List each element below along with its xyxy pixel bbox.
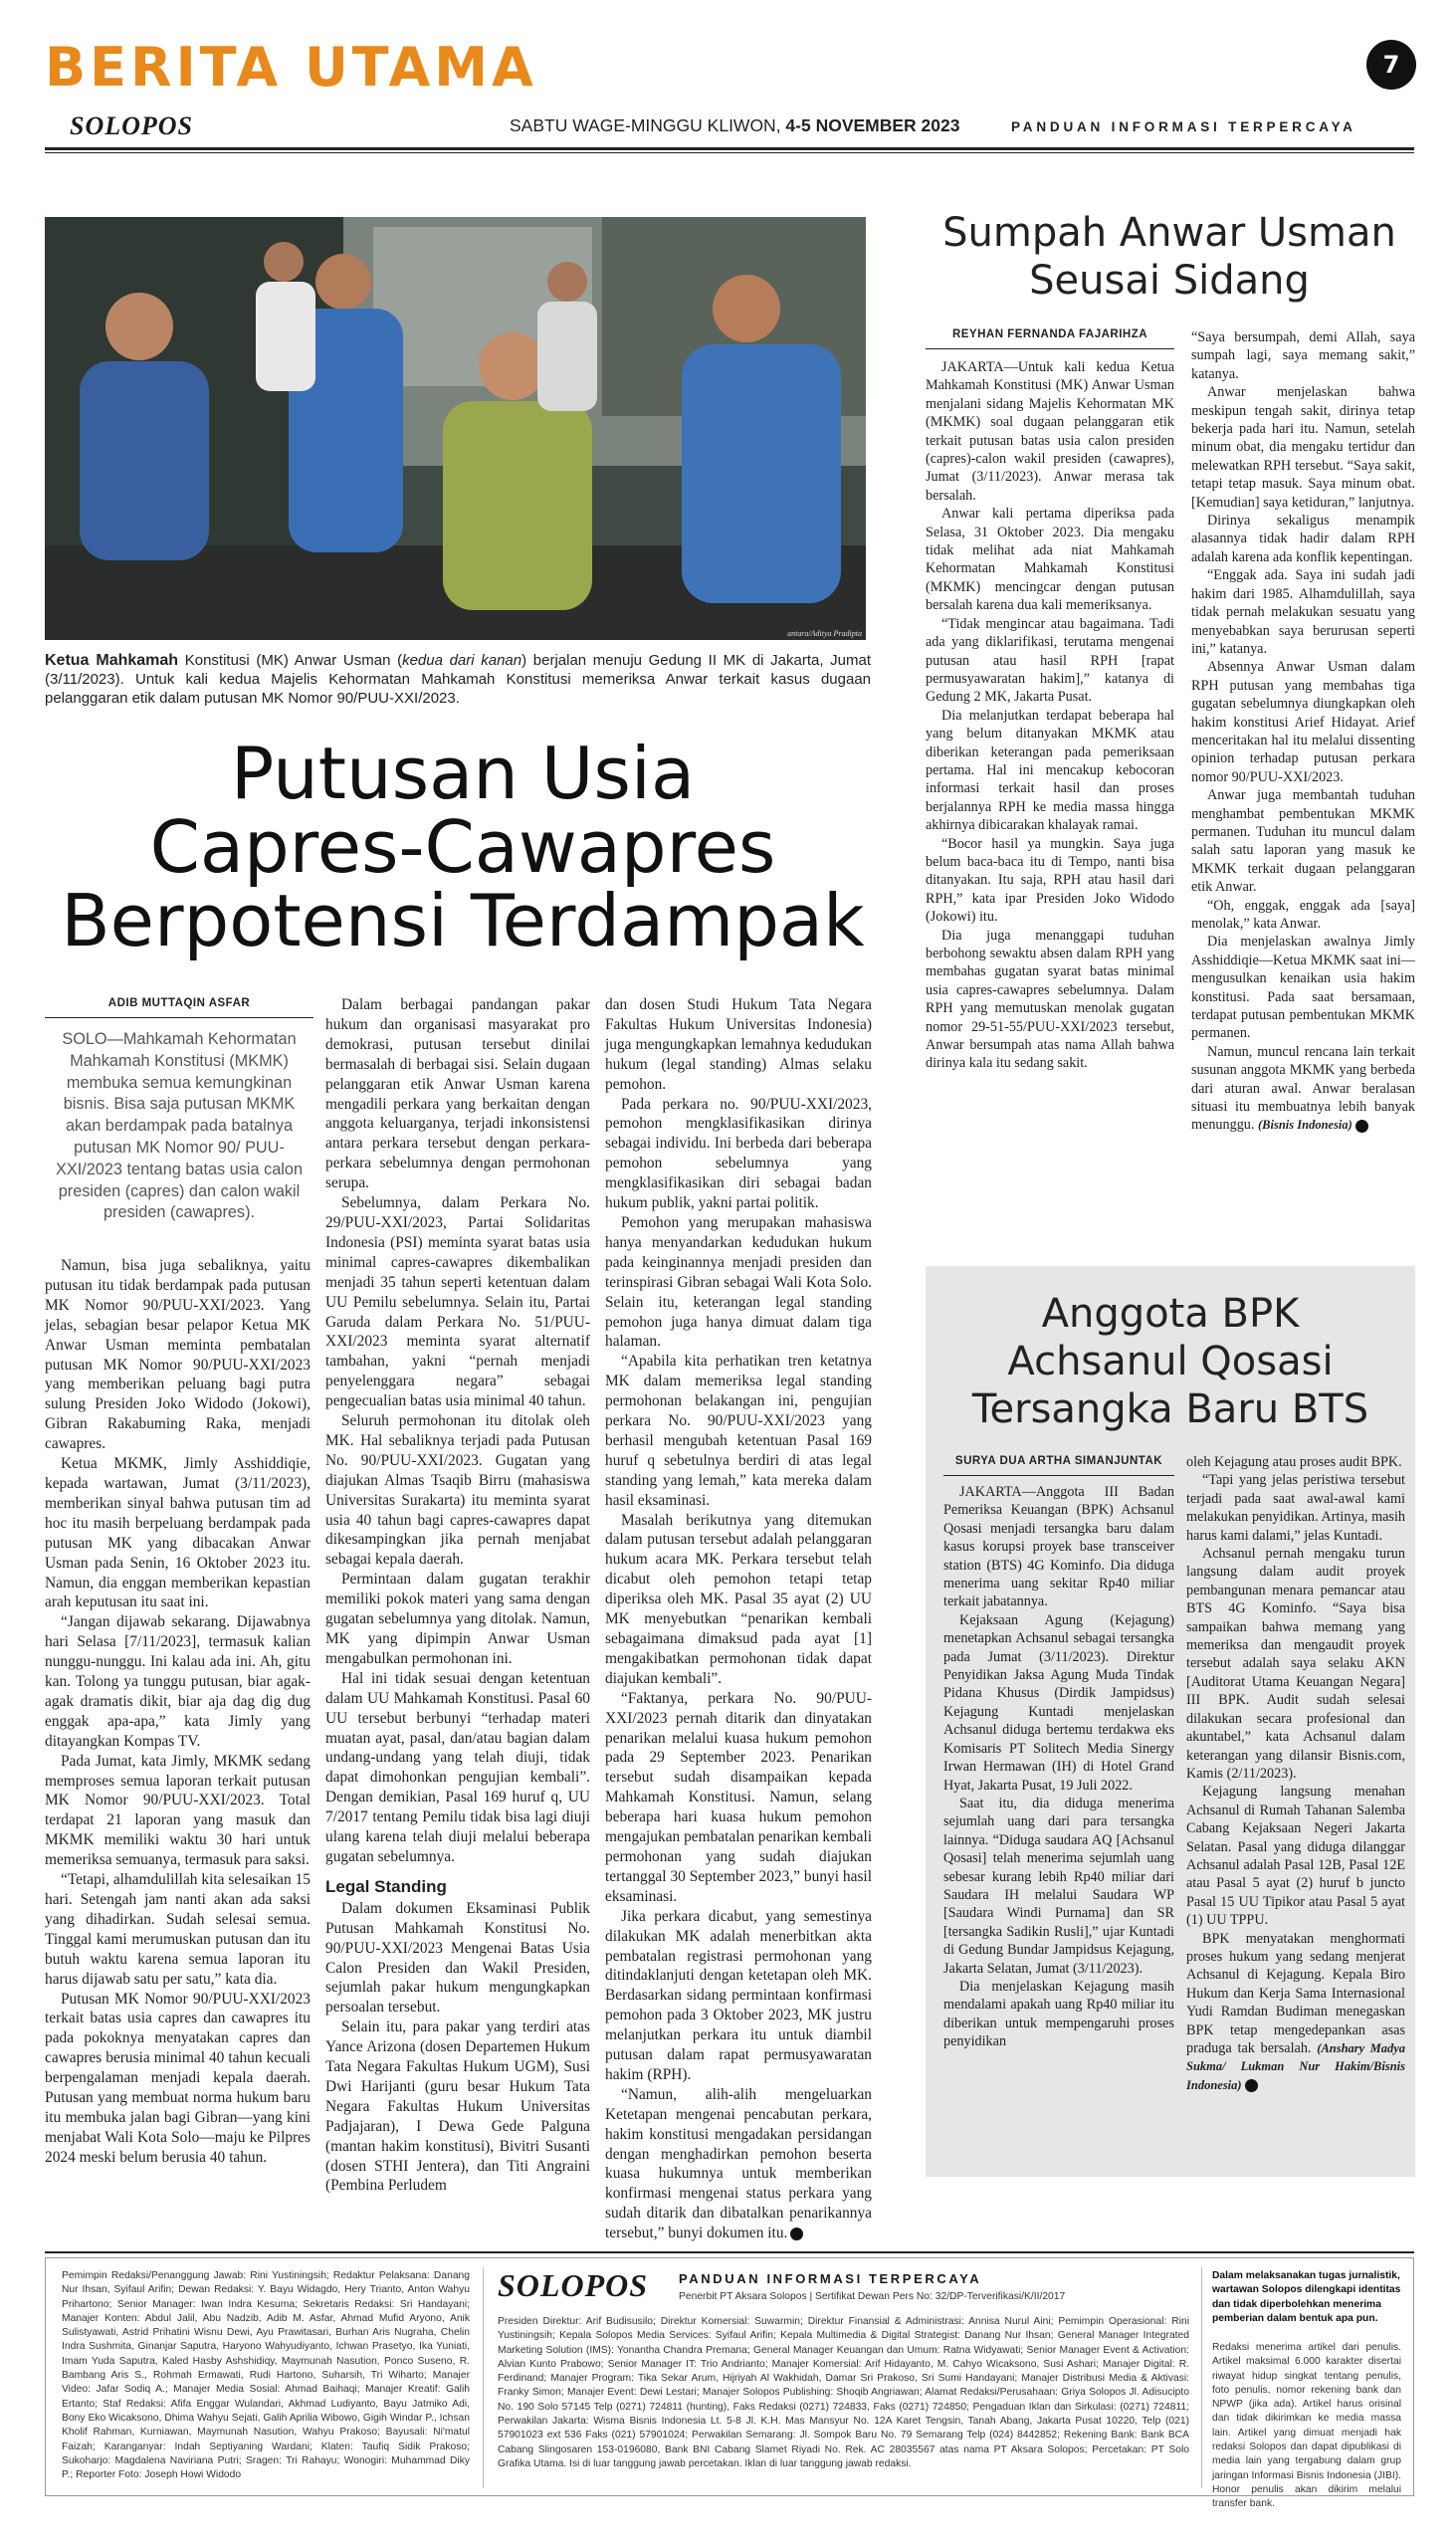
footer-divider-1: [483, 2267, 484, 2488]
side1-headline-line-2: Seusai Sidang: [1029, 258, 1310, 304]
paragraph: Dia melanjutkan terdapat beberapa hal yang belum ditanyakan MKMK atau diberikan keterangan pada pemeriksaan pertama. Hal ini mencakup kebocoran informasi terkait hasil dan proses berjalannya RPH ke media massa hingga akhirnya dibicarakan khalayak ramai.: [926, 707, 1174, 834]
paragraph: “Saya bersumpah, demi Allah, saya sumpah lagi, saya memang sakit,” katanya.: [1191, 329, 1415, 382]
paragraph: Anwar menjelaskan bahwa meskipun tengah sakit, dirinya tetap bekerja pada hari itu. Namun, setelah minum obat, dia mengaku tertidur dan melewatkan RPH tersebut. “Saya sakit, tetapi tetap masuk. Saya minum obat. [Kemudian] saya ketiduran,” lanjutnya.: [1191, 384, 1415, 511]
side2-col-1: [943, 1483, 1174, 2051]
paragraph: “Apabila kita perhatikan tren ketatnya MK dalam memeriksa legal standing permohonan belakangan ini, pengujian perkara No. 90/PUU-XXI/2023 yang berhasil mengubah ketentuan Pasal 169 huruf q sebetulnya berdiri di atas legal standing yang lemah,” kata mereka dalam hasil eksaminasi.: [605, 1353, 872, 1509]
paragraph: Pada perkara no. 90/PUU-XXI/2023, pemohon mengklasifikasikan dirinya sebagai individu. Ini berbeda dari beberapa pemohon sebelumnya yang mengklasifikasikan diri sebagai badan hukum publik, yakni partai politik.: [605, 1095, 872, 1212]
side2-byline-rule: [943, 1475, 1174, 1476]
paragraph: “Bocor hasil ya mungkin. Saya juga belum baca-baca itu di Tempo, nanti bisa ditanyakan. Itu saja, RPH atau hasil dari RPH,” kata ipar Presiden Joko Widodo (Jokowi) itu.: [926, 835, 1174, 926]
footer-credits-left: Pemimpin Redaksi/Penanggung Jawab: Rini Yustiningsih; Redaktur Pelaksana: Danang Nur Ihsan, Syifaul Arifin; Dewan Redaksi: Y. Bayu Widagdo, Hery Trianto, Anton Wahyu Prihartono; Senior Manager: Iwan Indra Kesuma; Sekretaris Redaksi: Sri Handayani; Manajer Konten: Abdul Jalil, Abu Nadzib, Adib M. Asfar, Ahmad Mufid Aryono, Anik Sulistyawati, Astrid Prihatini Wisnu Dewi, Ayu Prawitasari, Burhan Aris Nugraha, Chelin Indra Sushmita, Ginanjar Saputra, Haryono Wahyudiyanto, Ichwan Prasetyo, Ika Yuniati, Imam Yuda Saputra, Kaled Hasby Ashshidiqy, Maymunah Nasution, Ponco Suseno, R. Bambang Aris S., Rohmah Ermawati, Rudi Hartono, Suharsih, Tri Wiharto; Manajer Video: Jafar Sodiq A.; Manajer Media Sosial: Ahmad Baihaqi; Manajer Kreatif: Galih Ertanto; Staf Redaksi: Afifa Enggar Wulandari, Akhmad Ludiyanto, Bayu Jatmiko Adi, Bony Eko Wicaksono, Dhima Wahyu Sejati, Galih Aprilia Wibowo, Gigih Windar P., Ichsan Kholif Rahman, Kurniawan, Maymunah Nasution, Wahyu Prakoso; Bayusali: Ni'matul Faizah; Karanganyar: Indah Septiyaning Wardani; Klaten: Taufiq Sidik Prakoso; Sukoharjo: Magdalena Naviriana Putri; Sragen: Tri Rahayu; Wonogiri: Muhammad Diky P.; Reporter Foto: Joseph Howi Widodo: [62, 2270, 470, 2481]
paragraph-text: BPK menyatakan menghormati proses hukum yang sedang menjerat Achsanul di Kejagung. Kepala Biro Hukum dan Kerja Sama Internasional Yudi Ramdan Budiman menegaskan BPK tetap mengedepankan asas praduga tak bersalah.: [1186, 1930, 1405, 2056]
issue-date-main: 4-5 NOVEMBER 2023: [785, 115, 960, 135]
side2-headline-line-1: Anggota BPK: [1041, 1291, 1300, 1337]
paragraph: “Tapi yang jelas peristiwa tersebut terjadi pada saat awal-awal kami melakukan penyidikan. Artinya, masih harus kami dalami,” jelas Kuntadi.: [1186, 1472, 1405, 1544]
photo-credit: antara/Aditya Pradipta: [787, 629, 862, 638]
paragraph: [605, 2085, 872, 2243]
paragraph: Anwar juga membantah tuduhan menghambat pembentukan MKMK permanen. Tuduhan itu muncul dalam salah satu laporan yang masuk ke MKMK terkait dugaan pelanggaran etik Anwar.: [1191, 787, 1415, 896]
footer-article-policy: Redaksi menerima artikel dari penulis. Artikel maksimal 6.000 karakter disertai riwayat hidup singkat tentang penulis, foto penulis, nomor rekening bank dan NPWP (jika ada). Artikel harus orisinal dan tidak dikirimkan ke media massa lain. Artikel yang dimuat menjadi hak redaksi Solopos dan dapat dipublikasi di media lain yang tergabung dalam grup jaringan Informasi Bisnis Indonesia (JIBI). Honor penulis akan dikirim melalui transfer bank.: [1212, 2342, 1402, 2510]
side1-headline-line-1: Sumpah Anwar Usman: [942, 210, 1396, 256]
side1-headline: [926, 209, 1413, 305]
footer-divider-2: [1201, 2267, 1202, 2488]
side1-col-1: [926, 358, 1174, 1073]
caption-lead: Ketua Mahkamah: [45, 652, 179, 669]
side2-byline: SURYA DUA ARTHA SIMANJUNTAK: [954, 1455, 1163, 1467]
caption-rest: ) berjalan menuju Gedung II MK di Jakarta, Jumat (3/11/2023). Untuk kali kedua Majelis Kehormatan Mahkamah Konstitusi memeriksa Anwar terkait kasus dugaan pelanggaran etik dalam putusan MK Nomor 90/PUU-XXI/2023.: [45, 652, 871, 707]
footer-tagline: PANDUAN INFORMASI TERPERCAYA: [679, 2271, 982, 2286]
paragraph: Ketua MKMK, Jimly Asshiddiqie, kepada wartawan, Jumat (3/11/2023), memberikan sinyal bahwa putusan tim ad hoc itu masih berpeluang berdampak pada putusan MK yang dibacakan Anwar Usman pada Senin, 16 Oktober 2023 itu. Namun, dia enggan memberikan kepastian arah keputusan itu saat ini.: [45, 1455, 311, 1611]
header-rule: [45, 147, 1414, 150]
side1-byline: REYHAN FERNANDA FAJARIHZA: [951, 328, 1148, 340]
paragraph: Dia juga menanggapi tuduhan berbohong sewaktu absen dalam RPH yang membahas gugatan syarat batas minimal usia capres-cawapres sebelumnya. Dalam RPH yang memutuskan menolak gugatan nomor 29-51-55/PUU-XXI/2023 tersebut, Anwar bersumpah atas nama Allah bahwa dirinya kala itu sedang sakit.: [926, 927, 1174, 1072]
photo-caption: [45, 651, 871, 708]
paragraph: Pemohon yang merupakan mahasiswa hanya menyandarkan kedudukan hukum pada keinginannya menjadi presiden dan terinspirasi Gibran sebagai Wali Kota Solo. Selain itu, keterangan legal standing pemohon juga hanya dimuat dalam tiga halaman.: [605, 1213, 872, 1351]
side1-signature: (Bisnis Indonesia): [1258, 1118, 1352, 1133]
main-col-3: [605, 995, 872, 2243]
paragraph: Sebelumnya, dalam Perkara No. 29/PUU-XXI/2023, Partai Solidaritas Indonesia (PSI) meminta syarat batas usia minimal capres-cawapres dikembalikan menjadi 35 tahun seperti ketentuan dalam UU Pemilu sebelumnya. Selain itu, Partai Garuda dalam Perkara No. 51/PUU-XXI/2023 meminta syarat alternatif tambahan, yakni “pernah menjadi penyelenggara negara” sebagai pengecualian batas usia minimal 40 tahun.: [325, 1194, 590, 1410]
issue-date-prefix: SABTU WAGE-MINGGU KLIWON,: [510, 115, 786, 135]
paragraph: JAKARTA—Anggota III Badan Pemeriksa Keuangan (BPK) Achsanul Qosasi menjadi tersangka baru dalam kasus korupsi proyek base transceiver station (BTS) 4G Kominfo. Dia diduga menerima uang sekitar Rp40 miliar terkait jabatannya.: [943, 1484, 1174, 1610]
caption-italic: kedua dari kanan: [402, 652, 522, 669]
footer-publisher: Penerbit PT Aksara Solopos | Sertifikat Dewan Pers No: 32/DP-Terverifikasi/K/II/2017: [679, 2291, 1066, 2302]
paragraph: dan dosen Studi Hukum Tata Negara Fakultas Hukum Universitas Indonesia) juga mengungkapkan lemahnya kedudukan hukum (legal standing) Almas selaku pemohon.: [605, 996, 872, 1093]
masthead-logo: SOLOPOS: [70, 111, 194, 140]
page-number: 7: [1366, 40, 1416, 90]
side1-col-2: [1191, 328, 1415, 1135]
paragraph: Anwar kali pertama diperiksa pada Selasa, 31 Oktober 2023. Dia mengaku tidak melihat ada niat Mahkamah Kehormatan Mahkamah Konstitusi (MKMK) mencingcar dengan putusan bersalah karena dua kali memeriksanya.: [926, 506, 1174, 614]
side2-headline-line-3: Tersangka Baru BTS: [971, 1386, 1369, 1432]
paragraph-text: Namun, muncul rencana lain terkait susunan anggota MKMK yang berbeda dari aturan awal. Anwar beralasan situasi itu membuatnya lebih banyak menunggu.: [1191, 1043, 1415, 1134]
paragraph: Selain itu, para pakar yang terdiri atas Yance Arizona (dosen Departemen Hukum Tata Negara Fakultas Hukum UGM), Susi Dwi Harijanti (guru besar Hukum Tata Negara Fakultas Hukum Universitas Padjajaran), I Dewa Gede Palguna (mantan hakim konstitusi), Bivitri Susanti (dosen STHI Jentera), dan Titi Angraini (Pembina Perludem: [325, 2018, 590, 2195]
paragraph: JAKARTA—Untuk kali kedua Ketua Mahkamah Konstitusi (MK) Anwar Usman menjalani sidang Majelis Kehormatan MK (MKMK) soal dugaan pelanggaran etik terkait putusan batas usia calon presiden (capres)-calon wakil presiden (cawapres), Jumat (3/11/2023). Anwar merasa tak bersalah.: [926, 359, 1174, 504]
footer-notice: Dalam melaksanakan tugas jurnalistik, wartawan Solopos dilengkapi identitas dan tidak diperbolehkan menerima pemberian dalam bentuk apa pun.: [1212, 2270, 1401, 2324]
side2-headline-line-2: Achsanul Qosasi: [1007, 1339, 1334, 1384]
paragraph: Hal ini tidak sesuai dengan ketentuan dalam UU Mahkamah Konstitusi. Pasal 60 UU tersebut berbunyi “terhadap materi muatan ayat, pasal, dan/atau bagian dalam undang-undang yang telah diuji, tidak dapat dimohonkan pengujian kembali”. Dengan demikian, Pasal 169 huruf q, UU 7/2017 tentang Pemilu tidak bisa lagi diuji ulang karena telah diuji melalui beberapa gugatan sebelumnya.: [325, 1669, 590, 1865]
paragraph: Seluruh permohonan itu ditolak oleh MK. Hal sebaliknya terjadi pada Putusan No. 90/PUU-XXI/2023. Gugatan yang diajukan Almas Tsaqib Birru (mahasiswa Universitas Surakarta) itu meminta syarat usia 40 tahun bagi capres-cawapres dapat dikesampingkan jika pernah menjabat sebagai kepala daerah.: [325, 1412, 590, 1569]
paragraph: Dia menjelaskan awalnya Jimly Asshiddiqie—Ketua MKMK saat ini—mengusulkan kenaikan usia hakim konstitusi. Pada saat bersamaan, terdapat putusan pembentukan MKMK permanen.: [1191, 934, 1415, 1042]
side1-byline-rule: [926, 348, 1174, 349]
paragraph: Dalam dokumen Eksaminasi Publik Putusan Mahkamah Konstitusi No. 90/PUU-XXI/2023 Mengenai Batas Usia Calon Presiden dan Wakil Presiden, sejumlah pakar hukum mengungkapkan persoalan tersebut.: [325, 1899, 590, 2017]
footer-rule: [45, 2251, 1414, 2253]
news-photo: [45, 217, 866, 640]
paragraph: Saat itu, dia diduga menerima sejumlah uang dari para tersangka lainnya. “Diduga saudara AQ [Achsanul Qosasi] telah menerima sejumlah uang sebesar kurang lebih Rp40 miliar dari Saudara IH melalui Saudara WP [Saudara Windi Purnama] dan SR [tersangka Sadikin Rusli],” ujar Kuntadi di Gedung Bundar Jampidsus Kejagung, Jakarta Selatan, Jumat (3/11/2023).: [943, 1795, 1174, 1977]
paragraph: Pada Jumat, kata Jimly, MKMK sedang memproses semua laporan terkait putusan MK Nomor 90/PUU-XXI/2023. Total terdapat 21 laporan yang masuk dan MKMK memiliki waktu 30 hari untuk memeriksa semuanya, termasuk para saksi.: [45, 1752, 311, 1869]
paragraph: Dalam berbagai pandangan pakar hukum dan organisasi masyarakat pro demokrasi, putusan tersebut dinilai bermasalah di berbagai sisi. Selain dugaan pelanggaran etik Anwar Usman karena mengadili perkara yang berkaitan dengan anggota keluarganya, terjadi inkonsistensi antara perkara tersebut dengan perkara-perkara sebelumnya dengan permohonan serupa.: [325, 996, 590, 1192]
main-headline-line-1: Putusan Usia: [230, 732, 696, 815]
main-col-2: [325, 995, 590, 2196]
news-photo-illustration: [45, 217, 866, 640]
section-title: BERITA UTAMA: [45, 36, 537, 99]
end-mark-icon: [790, 2228, 803, 2240]
paragraph: Namun, bisa juga sebaliknya, yaitu putusan itu tidak berdampak pada putusan MK Nomor 90/PUU-XXI/2023. Yang jelas, sebagian besar pelapor Ketua MK Anwar Usman meminta pembatalan putusan MK Nomor 90/PUU-XXI/2023 yang memberikan peluang bagi putra sulung Presiden Joko Widodo (Jokowi), Gibran Rakabuming Raka, menjadi cawapres.: [45, 1257, 311, 1453]
caption-text: Konstitusi (MK) Anwar Usman (: [184, 652, 403, 669]
side2-signature: (Anshary Madya Sukma/ Lukman Nur Hakim/Bisnis Indonesia): [1186, 2041, 1406, 2092]
paragraph: “Oh, enggak, enggak ada [saya] menolak,” kata Anwar.: [1191, 897, 1415, 932]
paragraph: “Tidak mengincar atau bagaimana. Tadi ada yang diklarifikasi, terutama mengenai putusan atau hasil RPH [rapat permusyawaratan hakim],” katanya di Gedung 2 MK, Jakarta Pusat.: [926, 615, 1174, 706]
footer-credits-mid: Presiden Direktur: Arif Budisusilo; Direktur Komersial: Suwarmin; Direktur Finansial & Administrasi: Annisa Nurul Aini; Pemimpin Operasional: Rini Yustiningsih; Kepala Solopos Media Services: Syifaul Arifin; Kepala Multimedia & Digital Strategist: Danang Nur Ihsan; General Manager Integrated Marketing Solution (IMS): Yonantha Chandra Premana; General Manager Keuangan dan Umum: Ratna Widyawati; Senior Manager Event & Activation: Alvian Kunto Prabowo; Senior Manager IT: Trio Andrianto; Manajer Komersial: Arif Hidayanto, M. Cahyo Wicaksono, Susi Ashari; Manajer Digital: R. Ferdinand; Manajer Program: Tika Sekar Arum, Hijriyah Al Wakhidah, Damar Sri Prakoso, Sri Sumi Handayani; Manajer Distribusi Media & Aktivasi: Franky Simon; Manajer Event: Dewi Lestari; Manajer Solopos Publishing: Shoqib Angriawan; Alamat Redaksi/Perusahaan: Griya Solopos Jl. Adisucipto No. 190 Solo 57145 Telp (0271) 724811 (hunting), Faks Redaksi (0271) 724833, Faks (0271) 724850; Pengaduan Iklan dan Sirkulasi: (0271) 724811; Perwakilan Jakarta: Wisma Bisnis Indonesia Lt. 5-8 Jl. K.H. Mas Mansyur No. 12A Karet Tengsin, Tanah Abang, Jakarta Pusat 10220, Telp (021) 57901023 ext 536 Faks (021) 57901024; Perwakilan Semarang: Jl. Sompok Baru No. 79 Semarang Telp (024) 8442852; Rekening Bank: Bank BCA Cabang Slingosaren 153-0196080, Bank BNI Cabang Slamet Riyadi No. Rek. AC 28035567 atas nama PT Aksara Solopos; Percetakan: PT Solo Grafika Utama. Isi di luar tanggung jawab percetakan. Iklan di luar tanggung jawab redaksi.: [498, 2316, 1189, 2469]
main-byline: ADIB MUTTAQIN ASFAR: [107, 997, 251, 1009]
paragraph: Masalah berikutnya yang ditemukan dalam putusan tersebut adalah pelanggaran hukum acara MK. Perkara tersebut telah dicabut oleh pemohon tetapi tetap diperiksa oleh MK. Pasal 35 ayat (2) UU MK menyebutkan “penarikan kembali sebagaimana dimaksud pada ayat [1] mengakibatkan permohonan tidak dapat diajukan kembali”.: [605, 1511, 872, 1687]
paragraph: Kejagung langsung menahan Achsanul di Rumah Tahanan Salemba Cabang Kejaksaan Negeri Jakarta Selatan. Pasal yang diduga dilanggar Achsanul adalah Pasal 12B, Pasal 12E atau Pasal 5 ayat (2) huruf b juncto Pasal 15 UU Tipikor atau Pasal 5 ayat (1) UU TPPU.: [1186, 1784, 1405, 1929]
subhead-legal-standing: Legal Standing: [325, 1876, 447, 1896]
issue-date: [510, 115, 960, 136]
paragraph: “Jangan dijawab sekarang. Dijawabnya hari Selasa [7/11/2023], termasuk kalian nunggu-nunggu. Ini kalau ada ini. Ah, gitu kan. Tolong ya tunggu putusan, biar agak-agak dramatis dikit, biar aja dag dig dug enggak apa-apa,” kata Jimly yang ditayangkan Kompas TV.: [45, 1613, 311, 1750]
paragraph: Putusan MK Nomor 90/PUU-XXI/2023 terkait batas usia capres dan cawapres itu pada pokoknya menyatakan capres dan cawapres berusia minimal 40 tahun kecuali berpengalaman menjadi kepala daerah. Putusan yang membuat norma hukum baru itu membuka jalan bagi Gibran—yang kini menjabat Wali Kota Solo—maju ke Pilpres 2024 meski belum berusia 40 tahun.: [45, 1990, 311, 2166]
paragraph: “Faktanya, perkara No. 90/PUU-XXI/2023 pernah ditarik dan dinyatakan penarikan melalui kuasa hukum pemohon pada 29 September 2023. Penarikan tersebut sudah disampaikan kepada Mahkamah Konstitusi. Namun, selang beberapa hari kuasa hukum pemohon mengajukan pembatalan penarikan kembali permohonan yang sudah diajukan tertanggal 30 September 2023,” bunyi hasil eksaminasi.: [605, 1689, 872, 1905]
paragraph: Achsanul pernah mengaku turun langsung dalam audit proyek pembangunan menara pemancar atau BTS 4G Kominfo. “Saya bisa sampaikan bahwa memang yang memeriksa dan mengaudit proyek tersebut adalah saya selaku AKN [Auditorat Utama Keuangan Negara] III BPK. Audit sudah selesai dilakukan secara profesional dan akuntabel,” kata Achsanul dalam keterangan yang dilansir Bisnis.com, Kamis (2/11/2023).: [1186, 1546, 1405, 1782]
main-headline-line-2: Capres-Cawapres: [149, 805, 776, 889]
main-headline-line-3: Berpotensi Terdampak: [61, 879, 865, 962]
end-mark-icon: [1245, 2079, 1258, 2092]
main-headline: [45, 732, 881, 962]
paragraph: [1191, 1043, 1415, 1135]
byline-rule: [45, 1017, 313, 1018]
main-lead: SOLO—Mahkamah Kehormatan Mahkamah Konstitusi (MKMK) membuka semua kemungkinan bisnis. Bisa saja putusan MKMK akan berdampak pada batalnya putusan MK Nomor 90/ PUU-XXI/2023 tentang batas usia calon presiden (capres) dan calon wakil presiden (cawapres).: [55, 1030, 304, 1222]
paragraph: Absennya Anwar Usman dalam RPH putusan yang membahas tiga gugatan sebelumnya diungkapkan oleh hakim konstitusi Arief Hidayat. Arief menceritakan hal itu melalui dissenting opinion terhadap putusan perkara nomor 90/PUU-XXI/2023.: [1191, 659, 1415, 785]
paragraph: Jika perkara dicabut, yang semestinya dilakukan MK adalah menerbitkan akta pembatalan registrasi permohonan yang ditindaklanjuti dengan ketetapan oleh MK. Berdasarkan sidang permintaan konfirmasi pemohon pada 3 Oktober 2023, MK justru melanjutkan perkara itu untuk diambil putusan dalam rapat permusyawaratan hakim (RPH).: [605, 1907, 872, 2083]
paragraph: oleh Kejagung atau proses audit BPK.: [1186, 1454, 1402, 1470]
side2-headline: [936, 1290, 1405, 1433]
end-mark-icon: [1355, 1120, 1368, 1133]
paragraph: Permintaan dalam gugatan terakhir memiliki pokok materi yang sama dengan gugatan sebelumnya yang ditolak. Namun, MK yang dipimpin Anwar Usman mengabulkan permohonan ini.: [325, 1571, 590, 1667]
header-rule-thin: [45, 152, 1414, 153]
paragraph: Dia menjelaskan Kejagung masih mendalami apakah uang Rp40 miliar itu diberikan untuk mempengaruhi proses penyidikan: [943, 1978, 1174, 2050]
paragraph: Dirinya sekaligus menampik alasannya tidak hadir dalam RPH adalah karena ada konflik kepentingan.: [1191, 513, 1415, 565]
paragraph: “Tetapi, alhamdulillah kita selesaikan 15 hari. Setengah jam nanti akan ada saksi yang dihadirkan. Sudah selesai semua. Tinggal kami merumuskan putusan dan itu butuh waktu karena semua laporan itu harus dijawab satu per satu,” kata dia.: [45, 1871, 311, 1988]
paragraph: [1186, 1930, 1405, 2095]
paragraph: “Enggak ada. Saya ini sudah jadi hakim dari 1985. Alhamdulillah, saya tidak pernah melakukan sesuatu yang menyebabkan saya berurusan seperti ini,” katanya.: [1191, 567, 1415, 657]
paragraph-text: “Namun, alih-alih mengeluarkan Ketetapan mengenai pencabutan perkara, hakim konstitusi mengadakan persidangan dengan menghadirkan pemohon beserta kuasa hukumnya untuk memberikan konfirmasi mengenai status perkara yang sudah ditarik dan dibatalkan penarikannya tersebut,” bunyi dokumen itu.: [605, 2085, 872, 2242]
paragraph: Kejaksaan Agung (Kejagung) menetapkan Achsanul sebagai tersangka pada Jumat (3/11/2023). Direktur Penyidikan Jaksa Agung Muda Tindak Pidana Khusus (Dirdik Jampidsus) Kejagung Kuntadi menjelaskan Achsanul diduga bertemu terdakwa eks Komisaris PT Solitech Media Sinergy Irwan Hermawan (IH) di Hotel Grand Hyat, Jakarta Pusat, 19 Juli 2022.: [943, 1611, 1174, 1794]
header-tagline: PANDUAN INFORMASI TERPERCAYA: [1011, 119, 1356, 134]
footer-masthead: SOLOPOS: [498, 2267, 649, 2303]
side2-col-2: [1186, 1453, 1405, 2094]
main-col-1: [45, 1256, 311, 2168]
